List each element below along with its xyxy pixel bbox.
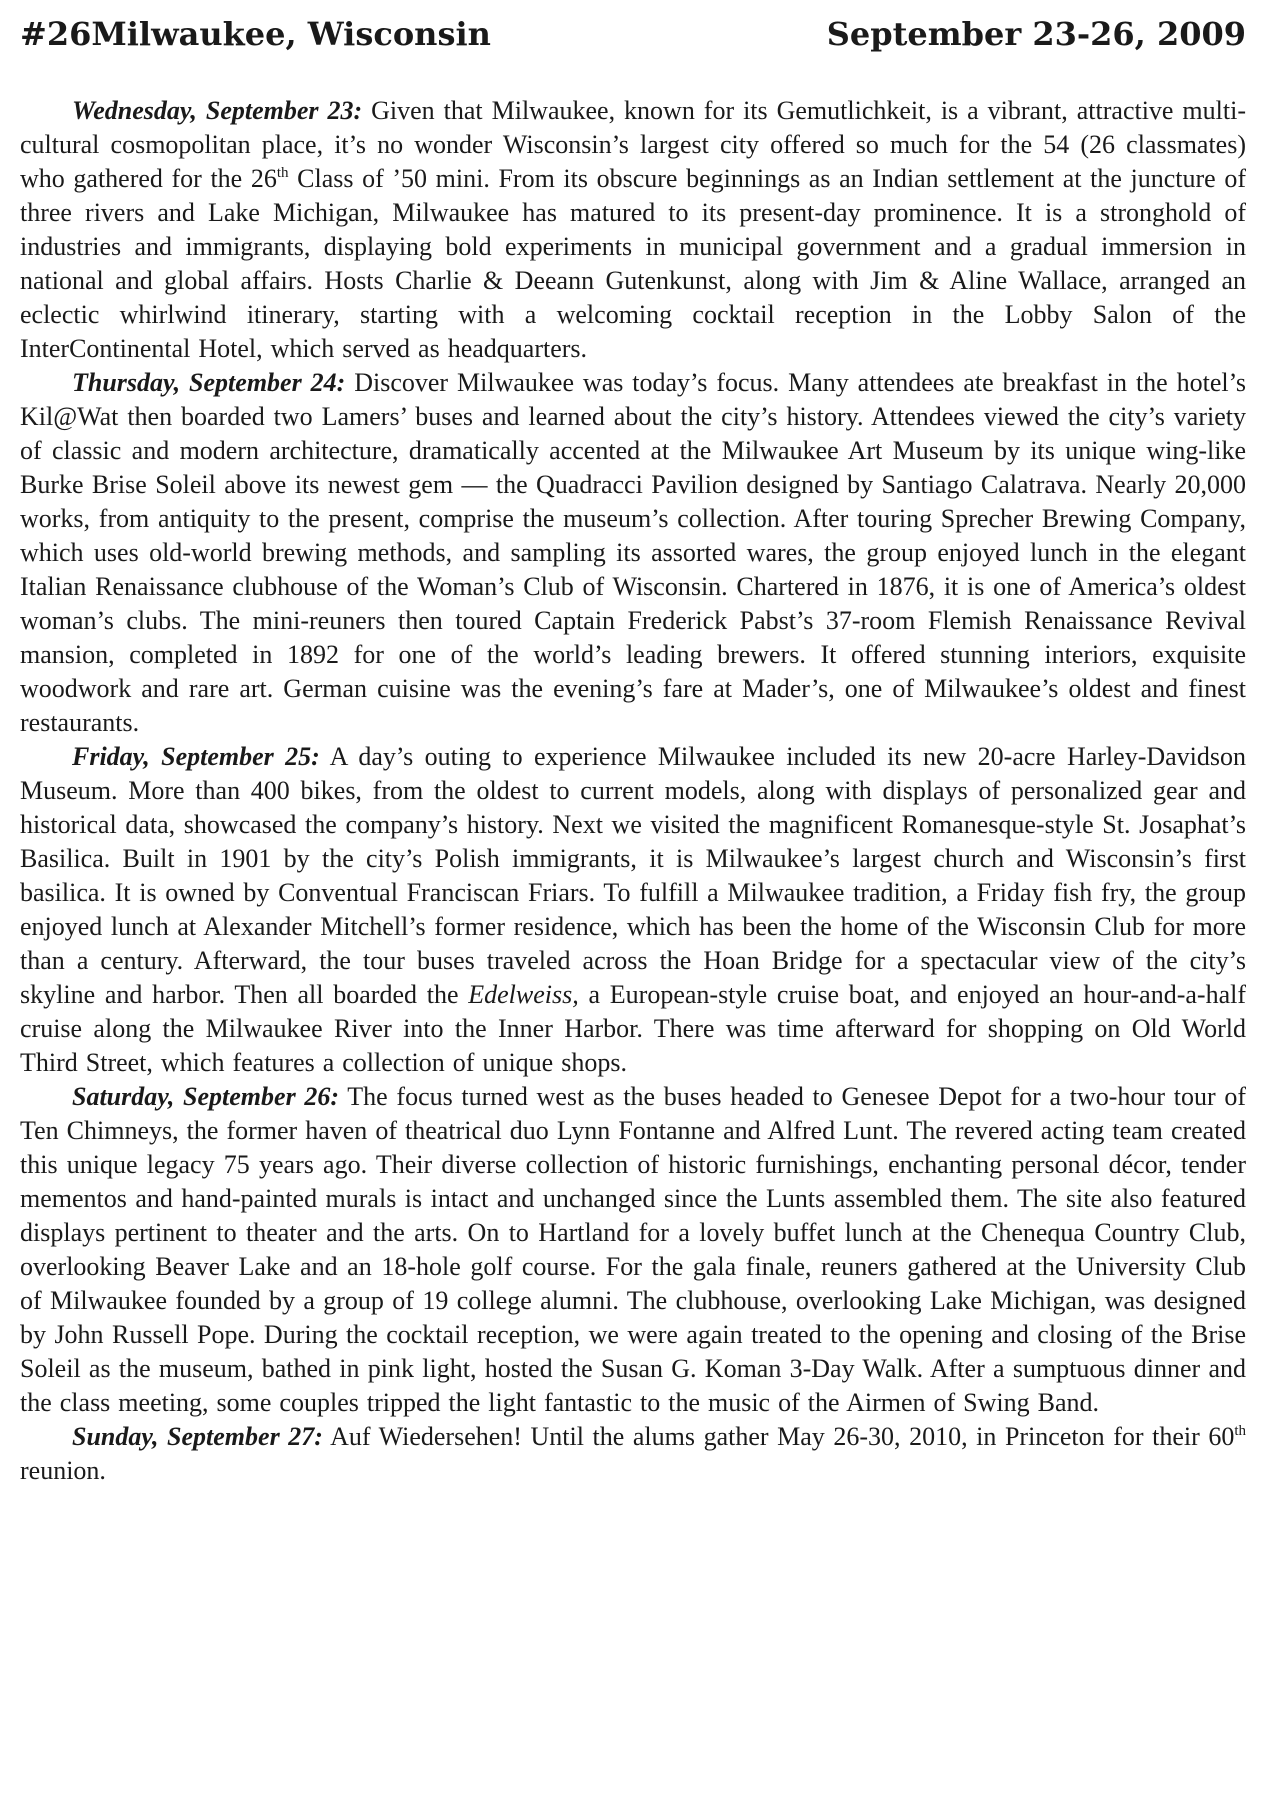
- ordinal-suffix: th: [276, 165, 289, 181]
- paragraph-text: a European-style cruise boat, and enjoyed an hour-and-a-half cruise along the Milwaukee River into the Inner Harbor. There was time afterward for shopping on Old World Third Street, which features a collection of unique shops.: [20, 980, 1246, 1077]
- header-city: Milwaukee, Wisconsin: [91, 15, 491, 53]
- paragraph-thursday: [20, 366, 1246, 740]
- paragraph-text: Discover Milwaukee was today’s focus. Many attendees ate breakfast in the hotel’s Kil@Wat then boarded two Lamers’ buses and learned about the city’s history. Attendees viewed the city’s variety of classic and modern architecture, dramatically accented at the Milwaukee Art Museum by its unique wing-like Burke Brise Soleil above its newest gem — the Quadracci Pavilion designed by Santiago Calatrava. Nearly 20,000 works, from antiquity to the present, comprise the museum’s collection. After touring Sprecher Brewing Company, which uses old-world brewing methods, and sampling its assorted wares, the group enjoyed lunch in the elegant Italian Renaissance clubhouse of the Woman’s Club of Wisconsin. Chartered in 1876, it is one of America’s oldest woman’s clubs. The mini-reuners then toured Captain Frederick Pabst’s 37-room Flemish Renaissance Revival mansion, completed in 1892 for one of the world’s leading brewers. It offered stunning interiors, exquisite woodwork and rare art. German cuisine was the evening’s fare at Mader’s, one of Milwaukee’s oldest and finest restaurants.: [20, 368, 1246, 737]
- day-heading: Sunday, September 27:: [72, 1422, 323, 1451]
- day-heading: Saturday, September 26:: [72, 1082, 340, 1111]
- issue-number: #26: [20, 15, 92, 53]
- paragraph-text: reunion.: [20, 1456, 106, 1485]
- paragraph-text: Class of ’50 mini. From its obscure beginnings as an Indian settlement at the juncture of three rivers and Lake Michigan, Milwaukee has matured to its present-day prominence. It is a stronghold of industries and immigrants, displaying bold experiments in municipal government and a gradual immersion in national and global affairs. Hosts Charlie & Deeann Gutenkunst, along with Jim & Aline Wallace, arranged an eclectic whirlwind itinerary, starting with a welcoming cocktail reception in the Lobby Salon of the InterContinental Hotel, which served as headquarters.: [20, 164, 1246, 363]
- boat-name: Edelweiss,: [468, 980, 579, 1009]
- paragraph-text: The focus turned west as the buses headed to Genesee Depot for a two-hour tour of Ten Chimneys, the former haven of theatrical duo Lynn Fontanne and Alfred Lunt. The revered acting team created this unique legacy 75 years ago. Their diverse collection of historic furnishings, enchanting personal décor, tender mementos and hand-painted murals is intact and unchanged since the Lunts assembled them. The site also featured displays pertinent to theater and the arts. On to Hartland for a lovely buffet lunch at the Chenequa Country Club, overlooking Beaver Lake and an 18-hole golf course. For the gala finale, reuners gathered at the University Club of Milwaukee founded by a group of 19 college alumni. The clubhouse, overlooking Lake Michigan, was designed by John Russell Pope. During the cocktail reception, we were again treated to the opening and closing of the Brise Soleil as the museum, bathed in pink light, hosted the Susan G. Koman 3-Day Walk. After a sumptuous dinner and the class meeting, some couples tripped the light fantastic to the music of the Airmen of Swing Band.: [20, 1082, 1246, 1417]
- header-left: [20, 14, 491, 54]
- article-body: [20, 94, 1246, 1488]
- paragraph-wednesday: [20, 94, 1246, 366]
- paragraph-sunday: [20, 1420, 1246, 1488]
- header-dates: September 23-26, 2009: [826, 15, 1246, 53]
- paragraph-text: A day’s outing to experience Milwaukee included its new 20-acre Harley-Davidson Museum. More than 400 bikes, from the oldest to current models, along with displays of personalized gear and historical data, showcased the company’s history. Next we visited the magnificent Romanesque-style St. Josaphat’s Basilica. Built in 1901 by the city’s Polish immigrants, it is Milwaukee’s largest church and Wisconsin’s first basilica. It is owned by Conventual Franciscan Friars. To fulfill a Milwaukee tradition, a Friday fish fry, the group enjoyed lunch at Alexander Mitchell’s former residence, which has been the home of the Wisconsin Club for more than a century. Afterward, the tour buses traveled across the Hoan Bridge for a spectacular view of the city’s skyline and harbor. Then all boarded the: [20, 742, 1246, 1009]
- day-heading: Friday, September 25:: [72, 742, 320, 771]
- paragraph-text: Given that Milwaukee, known for its Gemutlichkeit, is a vibrant, attractive multi-cultural cosmopolitan place, it’s no wonder Wisconsin’s largest city offered so much for the 54 (26 classmates) who gathered for the 26: [20, 96, 1246, 193]
- paragraph-friday: [20, 740, 1246, 1080]
- paragraph-text: Auf Wiedersehen! Until the alums gather May 26-30, 2010, in Princeton for their 60: [322, 1422, 1235, 1451]
- day-heading: Thursday, September 24:: [72, 368, 346, 397]
- paragraph-saturday: [20, 1080, 1246, 1420]
- document-page: [20, 14, 1246, 1786]
- day-heading: Wednesday, September 23:: [72, 96, 363, 125]
- ordinal-suffix: th: [1234, 1423, 1246, 1439]
- page-header: [20, 14, 1246, 54]
